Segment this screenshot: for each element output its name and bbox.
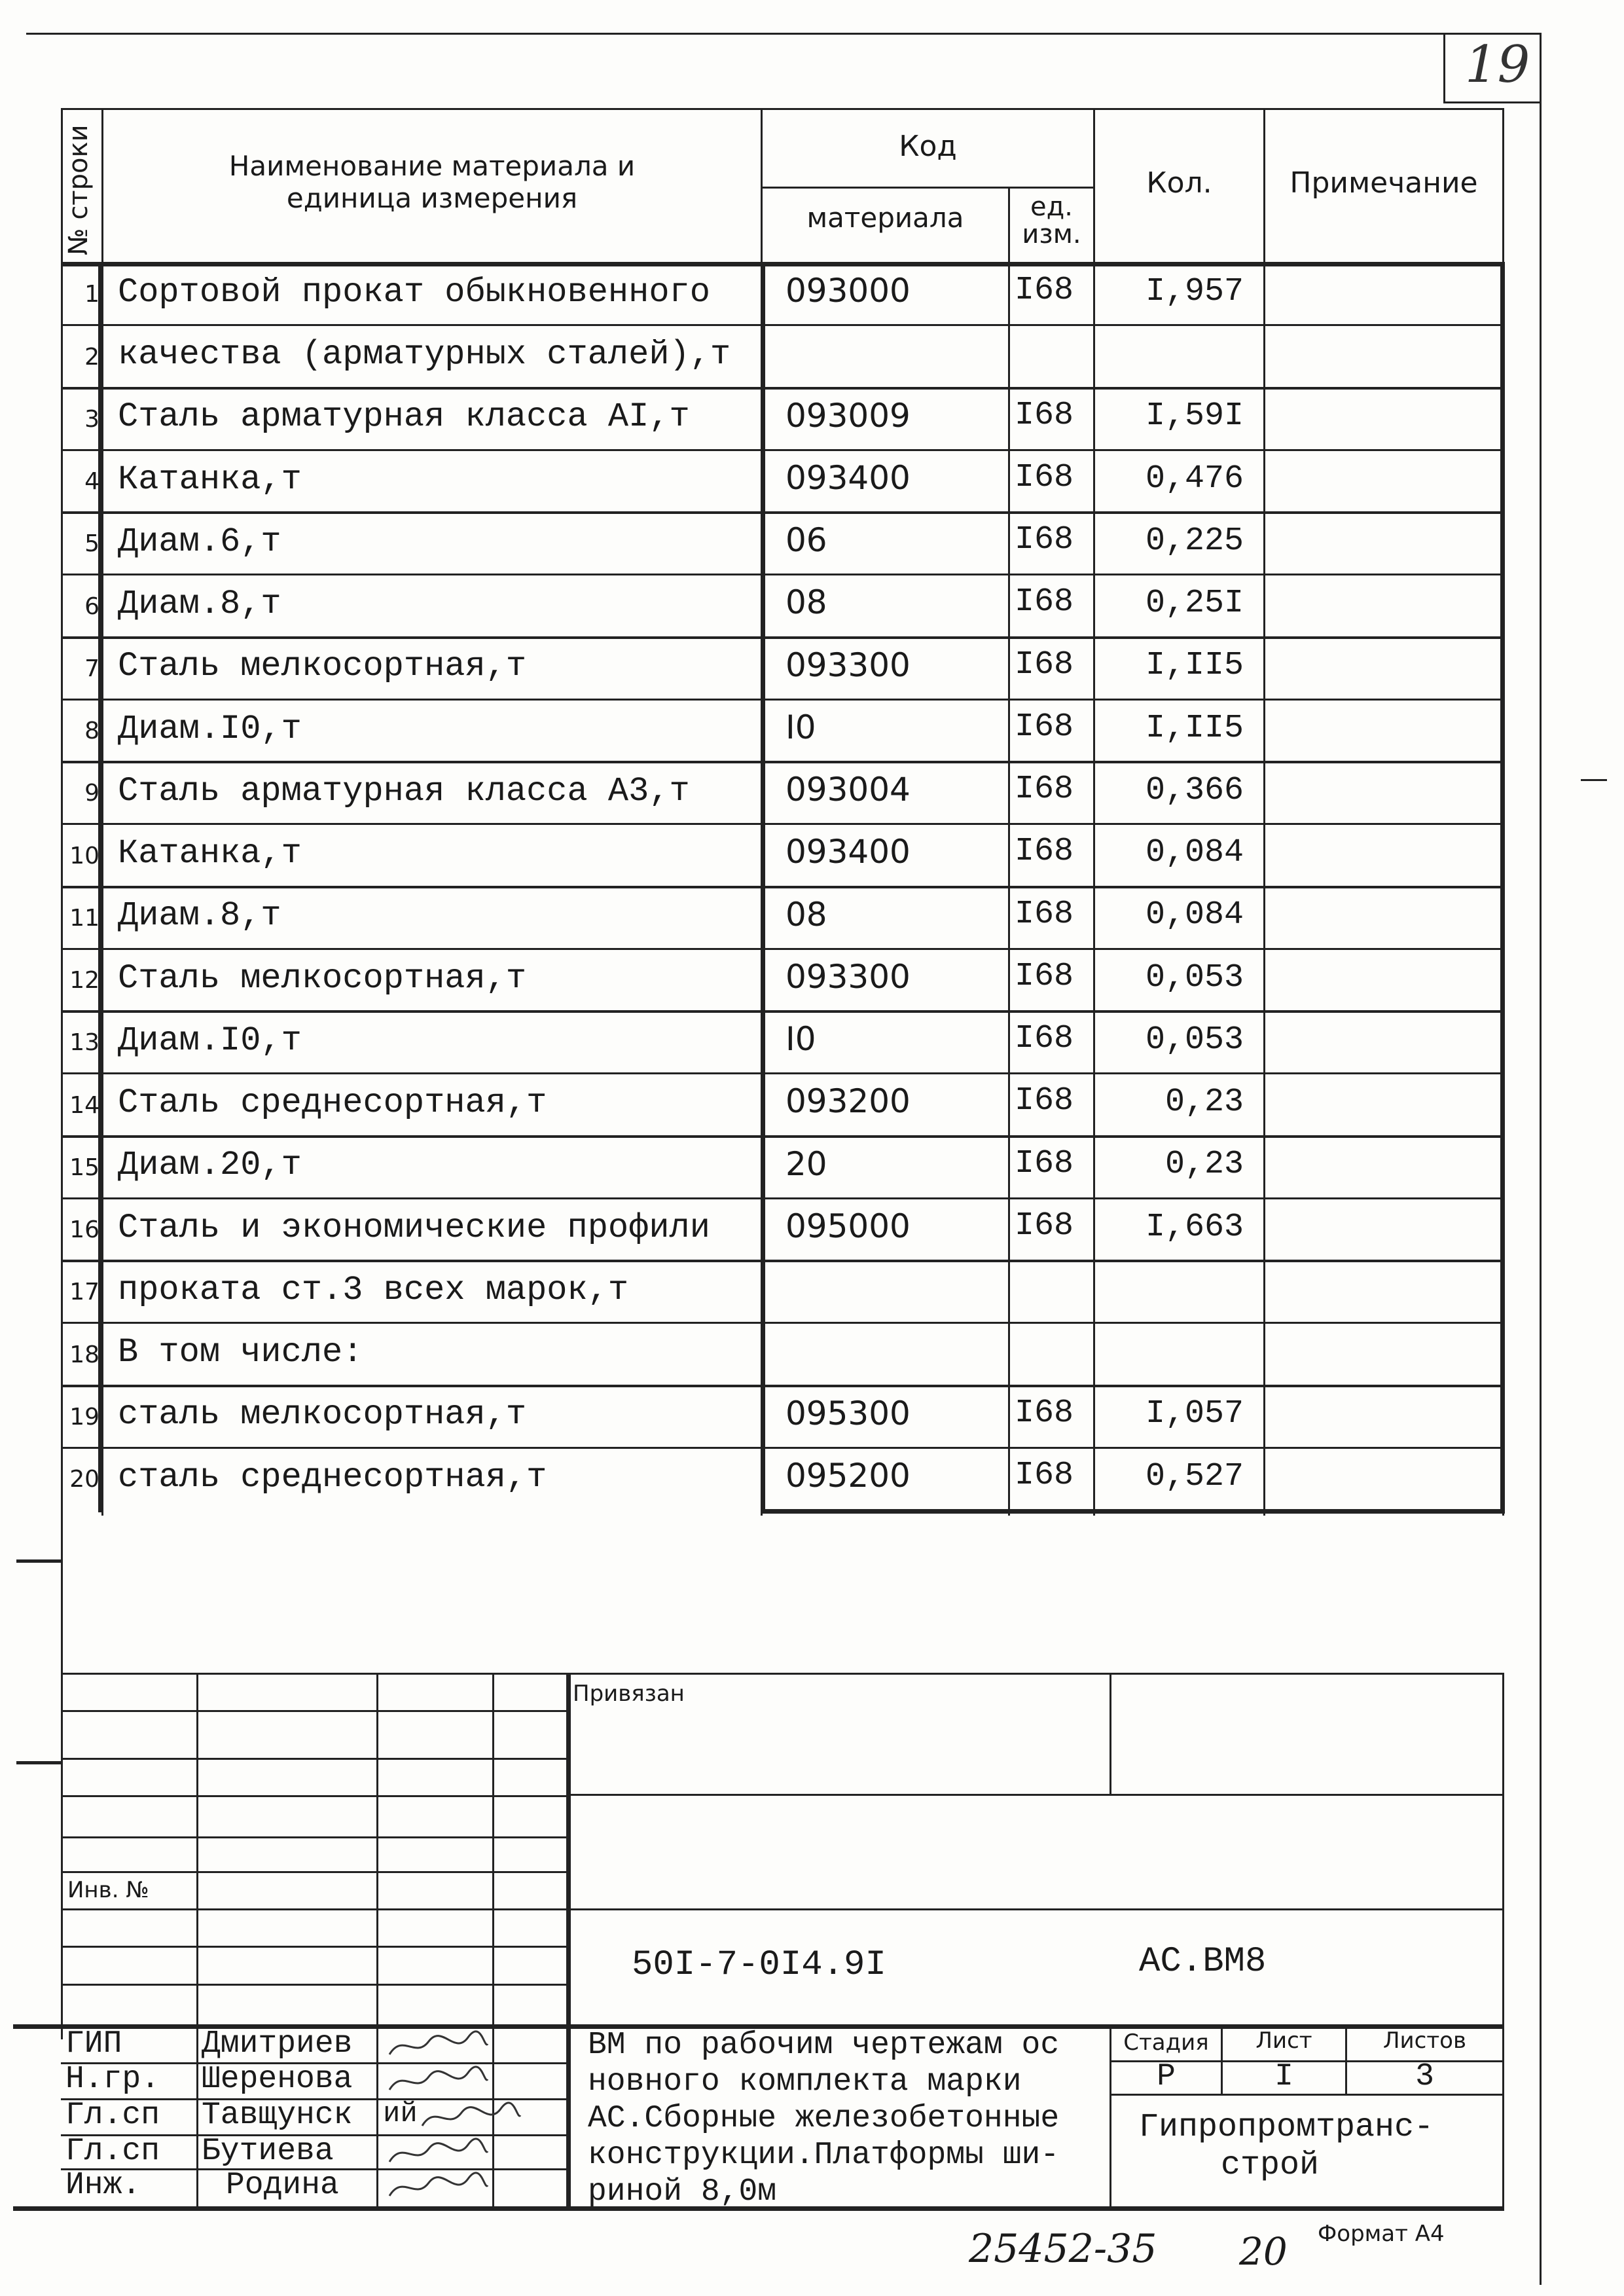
handwritten-page: 20 [1239, 2229, 1288, 2274]
material-name-cell: Сталь мелкосортная,т [118, 958, 527, 998]
row-number-cell: 18 [69, 1341, 99, 1368]
material-name-cell: Сталь мелкосортная,т [118, 647, 527, 686]
signature-name: Шеренова [202, 2062, 353, 2097]
tb-line [61, 1836, 566, 1838]
header-unit-line1: ед. [1030, 192, 1073, 222]
organization-line2: строй [1221, 2147, 1320, 2184]
unit-code-cell: I68 [1015, 895, 1074, 933]
material-name-cell: Сталь и экономические профили [118, 1208, 710, 1247]
table-row [0, 1260, 1506, 1322]
material-name-cell: Диам.8,т [118, 896, 281, 936]
quantity-cell: I,663 [1145, 1208, 1244, 1246]
stage-value: Р [1157, 2059, 1176, 2094]
row-line [61, 1135, 1504, 1138]
signature-name-continuation: ий [383, 2098, 418, 2130]
material-name-cell: Диам.6,т [118, 522, 281, 561]
material-name-cell: Катанка,т [118, 460, 302, 499]
table-row [0, 1135, 1506, 1197]
row-number-cell: 20 [69, 1466, 99, 1493]
row-line [61, 761, 1504, 763]
tb-v [376, 1673, 378, 2206]
tb-line [61, 1984, 566, 1986]
handwritten-signature-icon [386, 2030, 491, 2062]
signature-name: Дмитриев [202, 2026, 353, 2062]
quantity-cell: 0,527 [1145, 1457, 1244, 1495]
quantity-cell: 0,366 [1145, 771, 1244, 809]
signature-name: Бутиева [202, 2134, 334, 2169]
unit-code-cell: I68 [1015, 1394, 1074, 1432]
description-line: конструкции.Платформы ши- [588, 2138, 1060, 2173]
attached-label: Привязан [573, 1681, 685, 1707]
material-code-cell: 093004 [785, 771, 911, 809]
table-row [0, 511, 1506, 574]
unit-code-cell: I68 [1015, 1082, 1074, 1120]
organization-line1: Гипропромтранс- [1139, 2109, 1434, 2146]
doc-mark: AC.BM8 [1139, 1942, 1267, 1982]
handwritten-signature-icon [419, 2101, 524, 2134]
material-name-cell: Диам.I0,т [118, 1021, 302, 1060]
header-material: материала [806, 202, 964, 234]
tb-v [1110, 1673, 1111, 1794]
material-name-cell: сталь среднесортная,т [118, 1457, 547, 1497]
table-row [0, 387, 1506, 449]
unit-code-cell: I68 [1015, 957, 1074, 995]
quantity-cell: 0,084 [1145, 834, 1244, 872]
body-frame-bottom [761, 1509, 1505, 1514]
description-line: AC.Сборные железобетонные [588, 2101, 1060, 2136]
row-line [61, 387, 1504, 390]
table-top-line [61, 108, 1504, 110]
table-row [0, 948, 1506, 1010]
header-note: Примечание [1290, 166, 1478, 200]
table-row [0, 1010, 1506, 1072]
row-line [61, 1260, 1504, 1262]
row-number-cell: 12 [69, 967, 99, 994]
description-line: ВМ по рабочим чертежам ос [588, 2028, 1060, 2063]
table-row [0, 1322, 1506, 1384]
header-name-line2: единица измерения [286, 182, 578, 214]
material-code-cell: 093009 [785, 396, 911, 435]
header-qty: Кол. [1146, 166, 1212, 200]
table-row [0, 636, 1506, 699]
row-line [61, 1447, 1504, 1449]
row-line [61, 511, 1504, 514]
material-code-cell: 093300 [785, 957, 911, 996]
row-number-cell: 6 [84, 592, 99, 620]
header-name-line1: Наименование материала и [228, 150, 636, 182]
table-row [0, 823, 1506, 885]
row-number-cell: 15 [69, 1154, 99, 1181]
signature-name: Тавщунск [202, 2098, 353, 2133]
handwritten-number: 25452-35 [969, 2226, 1157, 2272]
tb-line [566, 1794, 1504, 1796]
page-number: 19 [1465, 35, 1530, 94]
table-row [0, 449, 1506, 511]
row-line [61, 948, 1504, 950]
quantity-cell: I,II5 [1145, 709, 1244, 747]
unit-code-cell: I68 [1015, 708, 1074, 746]
quantity-cell: 0,084 [1145, 896, 1244, 934]
material-name-cell: В том числе: [118, 1333, 363, 1372]
unit-code-cell: I68 [1015, 1144, 1074, 1182]
unit-code-cell: I68 [1015, 396, 1074, 434]
doc-code: 50I-7-0I4.9I [632, 1945, 886, 1985]
quantity-cell: I,957 [1145, 272, 1244, 310]
material-name-cell: Сталь арматурная класса AI,т [118, 397, 690, 437]
row-line [61, 886, 1504, 888]
signature-role: Н.гр. [65, 2062, 160, 2097]
table-row [0, 761, 1506, 823]
tb-line [61, 1710, 566, 1712]
tb-line-top [61, 1673, 1504, 1675]
sheets-label: Листов [1382, 2028, 1466, 2054]
code-sub-line [761, 187, 1093, 189]
row-number-cell: 17 [69, 1279, 99, 1306]
header-code: Код [899, 130, 957, 163]
sheet-label: Лист [1255, 2028, 1312, 2054]
row-number-cell: 10 [69, 842, 99, 869]
unit-code-cell: I68 [1015, 1456, 1074, 1494]
unit-code-cell: I68 [1015, 1207, 1074, 1245]
row-line [61, 1322, 1504, 1324]
material-name-cell: качества (арматурных сталей),т [118, 335, 731, 374]
inv-label: Инв. № [67, 1877, 149, 1903]
unit-code-cell: I68 [1015, 833, 1074, 871]
material-code-cell: 093300 [785, 646, 911, 684]
unit-code-cell: I68 [1015, 646, 1074, 683]
quantity-cell: I,057 [1145, 1395, 1244, 1433]
signature-name: Родина [226, 2168, 339, 2203]
row-number-cell: 19 [69, 1403, 99, 1430]
row-line [61, 699, 1504, 701]
row-line [61, 324, 1504, 326]
row-line [61, 1010, 1504, 1013]
unit-code-cell: I68 [1015, 1020, 1074, 1058]
quantity-cell: 0,053 [1145, 1021, 1244, 1059]
row-number-cell: 16 [69, 1216, 99, 1244]
material-code-cell: 08 [785, 895, 827, 934]
quantity-cell: 0,476 [1145, 460, 1244, 498]
material-name-cell: проката ст.3 всех марок,т [118, 1270, 629, 1309]
header-row-no: № строки [63, 124, 94, 255]
material-code-cell: 095300 [785, 1394, 911, 1432]
row-number-cell: 11 [69, 904, 99, 932]
tb-line [61, 1758, 566, 1760]
table-row [0, 1072, 1506, 1135]
material-name-cell: Катанка,т [118, 834, 302, 873]
quantity-cell: 0,225 [1145, 522, 1244, 560]
tb-line [61, 1871, 566, 1873]
unit-code-cell: I68 [1015, 583, 1074, 621]
row-line [61, 449, 1504, 451]
quantity-cell: 0,25I [1145, 585, 1244, 623]
description-line: новного комплекта марки [588, 2064, 1022, 2100]
material-code-cell: 093400 [785, 458, 911, 497]
material-code-cell: 095000 [785, 1207, 911, 1245]
row-number-cell: 5 [84, 530, 99, 558]
row-line [61, 1385, 1504, 1387]
row-number-cell: 4 [84, 468, 99, 496]
tb-line [61, 1795, 566, 1797]
tb-v [566, 1673, 571, 2206]
quantity-cell: I,59I [1145, 397, 1244, 435]
material-name-cell: Сортовой прокат обыкновенного [118, 272, 710, 312]
unit-code-cell: I68 [1015, 458, 1074, 496]
unit-code-cell: I68 [1015, 272, 1074, 310]
material-code-cell: I0 [785, 1020, 816, 1059]
table-row [0, 574, 1506, 636]
tb-line [61, 1908, 1504, 1910]
table-row [0, 324, 1506, 386]
description-line: риной 8,0м [588, 2174, 777, 2210]
quantity-cell: I,II5 [1145, 647, 1244, 685]
material-name-cell: Диам.I0,т [118, 709, 302, 748]
table-row [0, 886, 1506, 948]
margin-tick [16, 1761, 62, 1764]
material-name-cell: сталь мелкосортная,т [118, 1395, 527, 1434]
table-row [0, 1447, 1506, 1509]
row-number-cell: 13 [69, 1029, 99, 1057]
signature-role: Инж. [65, 2168, 141, 2203]
table-row [0, 262, 1506, 324]
handwritten-signature-icon [386, 2171, 491, 2204]
tb-right [1502, 1673, 1504, 2206]
row-number-cell: 7 [84, 655, 99, 682]
row-number-cell: 8 [84, 718, 99, 745]
table-row [0, 699, 1506, 761]
row-number-cell: 2 [84, 343, 99, 371]
material-code-cell: 093200 [785, 1082, 911, 1121]
material-code-cell: 20 [785, 1144, 827, 1183]
material-code-cell: 06 [785, 521, 827, 560]
table-row [0, 1197, 1506, 1260]
sheets-value: 3 [1415, 2059, 1434, 2094]
material-name-cell: Диам.20,т [118, 1146, 302, 1185]
row-number-cell: 9 [84, 780, 99, 807]
tb-line [61, 1946, 566, 1948]
unit-code-cell: I68 [1015, 771, 1074, 809]
handwritten-signature-icon [386, 2137, 491, 2170]
table-row [0, 1385, 1506, 1447]
material-code-cell: I0 [785, 708, 816, 746]
material-code-cell: 093000 [785, 272, 911, 310]
row-line [61, 1072, 1504, 1074]
stage-label: Стадия [1123, 2030, 1209, 2056]
signature-role: Гл.сп [65, 2134, 160, 2169]
material-code-cell: 08 [785, 583, 827, 622]
quantity-cell: 0,053 [1145, 958, 1244, 996]
material-name-cell: Диам.8,т [118, 585, 281, 624]
row-line [61, 1197, 1504, 1199]
signature-role: Гл.сп [65, 2098, 160, 2133]
material-name-cell: Сталь среднесортная,т [118, 1084, 547, 1123]
quantity-cell: 0,23 [1164, 1146, 1244, 1184]
row-number-cell: 14 [69, 1091, 99, 1119]
quantity-cell: 0,23 [1164, 1084, 1244, 1121]
sheet-value: I [1274, 2059, 1293, 2094]
material-code-cell: 093400 [785, 833, 911, 871]
header-unit-line2: изм. [1022, 219, 1081, 249]
material-name-cell: Сталь арматурная класса A3,т [118, 771, 690, 811]
row-number-cell: 1 [84, 281, 99, 308]
format-label: Формат А4 [1318, 2221, 1445, 2247]
row-line [61, 574, 1504, 575]
tb-v [196, 1673, 198, 2206]
unit-code-cell: I68 [1015, 521, 1074, 559]
row-number-cell: 3 [84, 405, 99, 433]
signature-role: ГИП [65, 2026, 122, 2062]
material-code-cell: 095200 [785, 1456, 911, 1495]
handwritten-signature-icon [386, 2065, 491, 2098]
row-line [61, 823, 1504, 825]
row-line [61, 636, 1504, 639]
